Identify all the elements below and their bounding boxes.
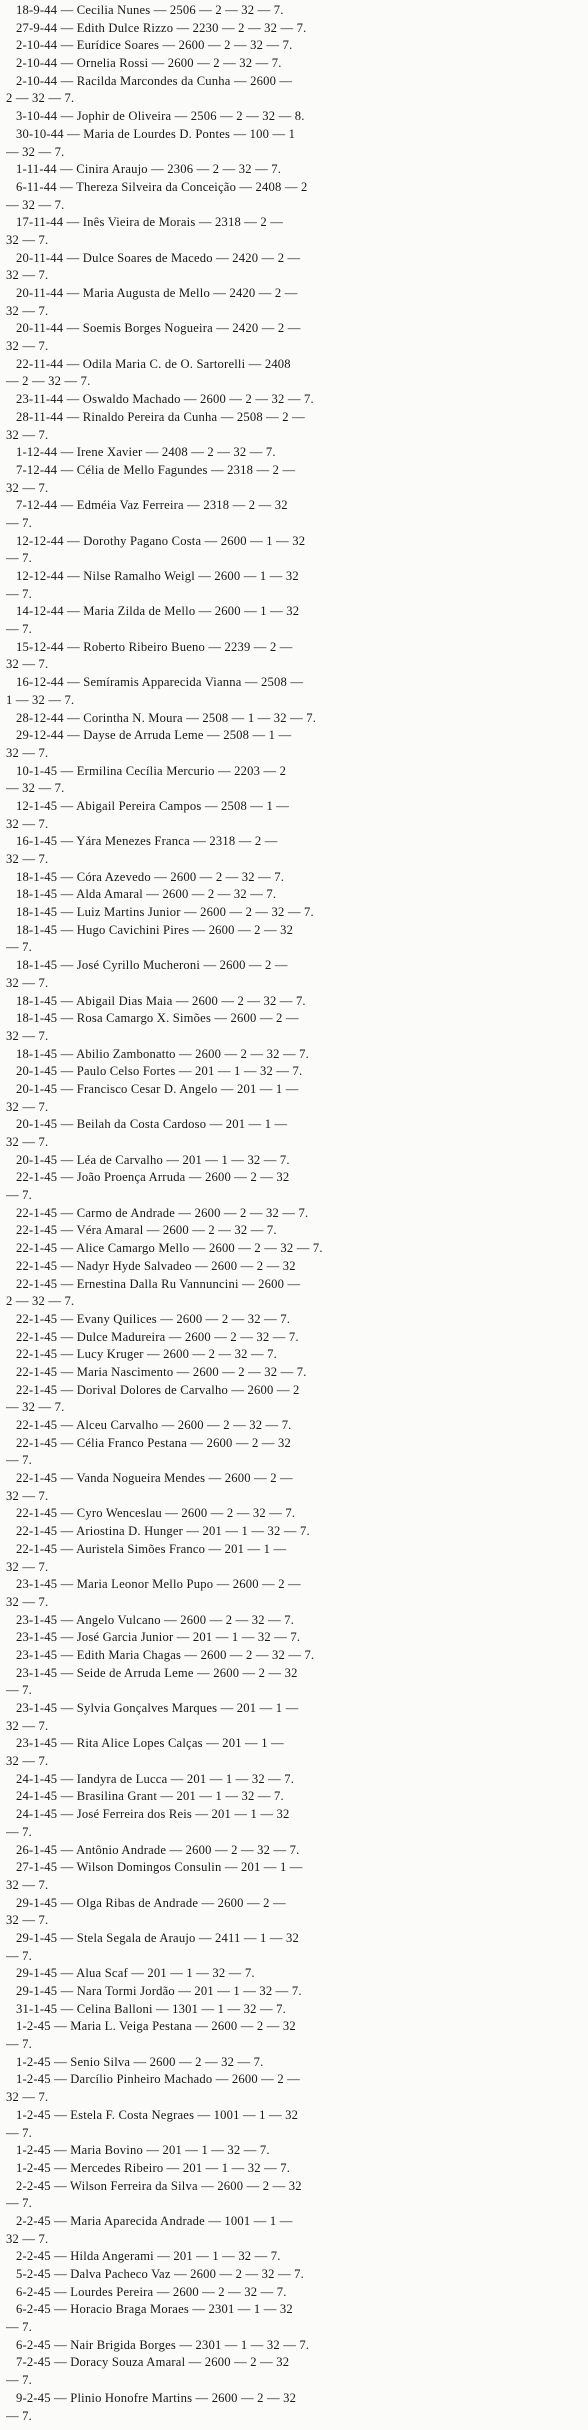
text-line: — 32 — 7. <box>6 198 65 212</box>
text-line: 6-2-45 — Lourdes Pereira — 2600 — 2 — 32 — 7. <box>16 2285 287 2299</box>
text-line: 29-1-45 — Nara Tormi Jordão — 201 — 1 — 32 — 7. <box>16 1985 302 1998</box>
text-line: 31-1-45 — Celina Balloni — 1301 — 1 — 32 — 7. <box>16 2002 286 2016</box>
text-line: 32 — 7. <box>6 1489 49 1503</box>
text-line: — 7. <box>6 623 32 637</box>
text-line: — 7. <box>6 1684 32 1698</box>
text-line: 29-1-45 — Olga Ribas de Andrade — 2600 — 2 — <box>16 1896 286 1910</box>
text-line: — 7. <box>6 587 32 601</box>
text-line: 2 — 32 — 7. <box>6 1295 75 1309</box>
text-line: 20-11-44 — Soemis Borges Nogueira — 2420 — 2 — <box>16 322 301 336</box>
text-line: 22-1-45 — Ariostina D. Hunger — 201 — 1 — 32 — 7. <box>16 1525 310 1539</box>
text-line: 22-1-45 — Maria Nascimento — 2600 — 2 — 32 — 7. <box>16 1365 307 1379</box>
text-line: 23-1-45 — Seide de Arruda Leme — 2600 — 2 — 32 <box>16 1666 298 1680</box>
text-line: 18-1-45 — José Cyrillo Mucheroni — 2600 — 2 — <box>16 959 288 973</box>
text-line: 2-10-44 — Eurídice Soares — 2600 — 2 — 32 — 7. <box>16 39 293 53</box>
text-line: 18-1-45 — Rosa Camargo X. Simões — 2600 — 2 — <box>16 1012 299 1026</box>
text-line: 17-11-44 — Inês Vieira de Morais — 2318 — 2 — <box>16 216 284 230</box>
text-line: 27-1-45 — Wilson Domingos Consulin — 201 — 1 — <box>16 1861 303 1875</box>
text-line: 29-1-45 — Stela Segala de Araujo — 2411 — 1 — 32 <box>16 1931 300 1945</box>
text-line: 32 — 7. <box>6 1878 49 1892</box>
text-line: 22-1-45 — Evany Quilices — 2600 — 2 — 32 — 7. <box>16 1312 291 1326</box>
text-line: 2-10-44 — Ornelia Rossi — 2600 — 2 — 32 — 7. <box>16 57 282 71</box>
text-line: 32 — 7. <box>6 340 49 354</box>
text-line: 32 — 7. <box>6 428 49 442</box>
text-line: — 7. <box>6 2409 32 2423</box>
text-line: 22-1-45 — Ernestina Dalla Ru Vannuncini — 2600 — <box>16 1277 301 1291</box>
text-line: 23-1-45 — Sylvia Gonçalves Marques — 201 — 1 — <box>16 1702 299 1715</box>
text-line: 32 — 7. <box>6 233 49 247</box>
text-line: — 7. <box>6 2321 32 2335</box>
text-line: 22-1-45 — João Proença Arruda — 2600 — 2 — 32 <box>16 1171 290 1185</box>
text-line: 27-9-44 — Edith Dulce Rizzo — 2230 — 2 — 32 — 7. <box>16 21 307 35</box>
text-line: 32 — 7. <box>6 481 49 495</box>
text-line: — 7. <box>6 2197 32 2211</box>
text-line: 22-1-45 — Cyro Wenceslau — 2600 — 2 — 32 — 7. <box>16 1507 296 1521</box>
text-line: 1-2-45 — Maria Bovino — 201 — 1 — 32 — 7. <box>16 2144 270 2158</box>
text-line: 22-1-45 — Nadyr Hyde Salvadeo — 2600 — 2 — 32 <box>16 1259 296 1273</box>
text-line: 22-1-45 — Dorival Dolores de Carvalho — 2600 — 2 <box>16 1383 300 1397</box>
text-line: 10-1-45 — Ermilina Cecília Mercurio — 2203 — 2 <box>16 764 287 778</box>
text-line: 32 — 7. <box>6 1100 49 1114</box>
text-line: 9-2-45 — Plinio Honofre Martins — 2600 — 2 — 32 <box>16 2391 297 2405</box>
text-line: 32 — 7. <box>6 1914 49 1928</box>
text-line: — 7. <box>6 516 32 530</box>
text-line: 1-11-44 — Cinira Araujo — 2306 — 2 — 32 — 7. <box>16 163 282 177</box>
text-line: 32 — 7. <box>6 1719 49 1733</box>
appointment-list <box>6 4 582 2424</box>
text-line: 7-12-44 — Edméia Vaz Ferreira — 2318 — 2 — 32 <box>16 499 288 513</box>
text-line: 2-2-45 — Hilda Angerami — 201 — 1 — 32 — 7. <box>16 2250 281 2264</box>
text-line: 32 — 7. <box>6 853 49 866</box>
text-line: 22-11-44 — Odila Maria C. de O. Sartorelli — 2408 <box>16 357 291 371</box>
text-line: — 7. <box>6 1189 32 1203</box>
text-line: — 7. <box>6 1949 32 1963</box>
text-line: 32 — 7. <box>6 2091 49 2105</box>
text-line: 29-1-45 — Alua Scaf — 201 — 1 — 32 — 7. <box>16 1967 255 1981</box>
text-line: 32 — 7. <box>6 1029 49 1043</box>
text-line: 1-2-45 — Senio Silva — 2600 — 2 — 32 — 7. <box>16 2055 264 2069</box>
text-line: — 7. <box>6 941 32 955</box>
text-line: 16-12-44 — Semíramis Apparecida Vianna — 2508 — <box>16 676 304 690</box>
text-line: 28-12-44 — Corintha N. Moura — 2508 — 1 — 32 — 7. <box>16 711 317 725</box>
text-line: — 7. <box>6 1825 32 1839</box>
text-line: 23-1-45 — José Garcia Junior — 201 — 1 — 32 — 7. <box>16 1631 301 1645</box>
text-line: 24-1-45 — Iandyra de Lucca — 201 — 1 — 32 — 7. <box>16 1772 295 1786</box>
text-line: 30-10-44 — Maria de Lourdes D. Pontes — 100 — 1 <box>16 127 296 141</box>
text-line: 18-1-45 — Abilio Zambonatto — 2600 — 2 — 32 — 7. <box>16 1047 309 1061</box>
text-line: 5-2-45 — Dalva Pacheco Vaz — 2600 — 2 — 32 — 7. <box>16 2268 304 2281</box>
text-line: 20-11-44 — Maria Augusta de Mello — 2420 — 2 — <box>16 287 298 300</box>
text-line: 7-12-44 — Célia de Mello Fagundes — 2318 — 2 — <box>16 463 296 477</box>
text-line: 6-11-44 — Thereza Silveira da Conceição — 2408 — 2 <box>16 180 308 194</box>
text-line: — 7. <box>6 2038 32 2052</box>
text-line: 22-1-45 — Carmo de Andrade — 2600 — 2 — 32 — 7. <box>16 1206 309 1220</box>
text-line: 14-12-44 — Maria Zilda de Mello — 2600 — 1 — 32 <box>16 605 300 619</box>
text-line: 32 — 7. <box>6 304 49 318</box>
text-line: 18-9-44 — Cecilia Nunes — 2506 — 2 — 32 — 7. <box>16 4 284 17</box>
text-line: 22-1-45 — Alceu Carvalho — 2600 — 2 — 32 — 7. <box>16 1419 292 1432</box>
text-line: 18-1-45 — Hugo Cavichini Pires — 2600 — 2 — 32 <box>16 923 294 937</box>
text-line: 23-1-45 — Angelo Vulcano — 2600 — 2 — 32 — 7. <box>16 1613 295 1627</box>
text-line: 18-1-45 — Luiz Martins Junior — 2600 — 2 — 32 — 7. <box>16 906 314 920</box>
text-line: 20-11-44 — Dulce Soares de Macedo — 2420 — 2 — <box>16 251 301 265</box>
text-line: 32 — 7. <box>6 2232 49 2246</box>
text-line: 32 — 7. <box>6 1560 49 1574</box>
text-line: 2-2-45 — Maria Aparecida Andrade — 1001 — 1 — <box>16 2214 293 2228</box>
text-line: 16-1-45 — Yára Menezes Franca — 2318 — 2 — <box>16 835 278 849</box>
text-line: 2 — 32 — 7. <box>6 92 75 106</box>
text-line: 1-2-45 — Estela F. Costa Negraes — 1001 — 1 — 32 <box>16 2108 299 2122</box>
text-line: 20-1-45 — Francisco Cesar D. Angelo — 201 — 1 — <box>16 1082 299 1096</box>
text-line: 32 — 7. <box>6 746 49 760</box>
text-line: 24-1-45 — José Ferreira dos Reis — 201 — 1 — 32 <box>16 1808 290 1822</box>
text-line: 18-1-45 — Córa Azevedo — 2600 — 2 — 32 — 7. <box>16 870 285 884</box>
text-line: 26-1-45 — Antônio Andrade — 2600 — 2 — 32 — 7. <box>16 1843 300 1857</box>
text-line: 20-1-45 — Léa de Carvalho — 201 — 1 — 32 — 7. <box>16 1153 290 1167</box>
text-line: — 32 — 7. <box>6 782 65 796</box>
text-line: — 32 — 7. <box>6 145 65 159</box>
text-line: 1-2-45 — Maria L. Veiga Pestana — 2600 — 2 — 32 <box>16 2020 296 2034</box>
text-line: — 32 — 7. <box>6 1401 65 1415</box>
text-line: 28-11-44 — Rinaldo Pereira da Cunha — 2508 — 2 — <box>16 410 305 424</box>
text-line: 32 — 7. <box>6 269 49 283</box>
text-line: 22-1-45 — Alice Camargo Mello — 2600 — 2 — 32 — 7. <box>16 1242 323 1256</box>
text-line: 20-1-45 — Paulo Celso Fortes — 201 — 1 — 32 — 7. <box>16 1065 303 1079</box>
text-line: 6-2-45 — Horacio Braga Moraes — 2301 — 1 — 32 <box>16 2303 293 2317</box>
text-line: — 7. <box>6 2126 32 2140</box>
text-line: 15-12-44 — Roberto Ribeiro Bueno — 2239 — 2 — <box>16 640 293 654</box>
text-line: 32 — 7. <box>6 658 49 672</box>
text-line: 32 — 7. <box>6 1755 49 1769</box>
text-line: 12-1-45 — Abigail Pereira Campos — 2508 — 1 — <box>16 799 290 813</box>
text-line: 23-11-44 — Oswaldo Machado — 2600 — 2 — 32 — 7. <box>16 393 314 407</box>
text-line: 22-1-45 — Vanda Nogueira Mendes — 2600 — 2 — <box>16 1472 293 1486</box>
text-line: 6-2-45 — Nair Brigida Borges — 2301 — 1 — 32 — 7. <box>16 2338 310 2352</box>
text-line: 18-1-45 — Abigail Dias Maia — 2600 — 2 — 32 — 7. <box>16 994 306 1008</box>
text-line: 23-1-45 — Edith Maria Chagas — 2600 — 2 — 32 — 7. <box>16 1648 315 1662</box>
text-line: 23-1-45 — Maria Leonor Mello Pupo — 2600 — 2 — <box>16 1578 301 1592</box>
text-line: 3-10-44 — Jophir de Oliveira — 2506 — 2 — 32 — 8. <box>16 110 305 124</box>
text-line: 22-1-45 — Auristela Simões Franco — 201 — 1 — <box>16 1542 287 1556</box>
text-line: 1 — 32 — 7. <box>6 693 75 707</box>
text-line: 18-1-45 — Alda Amaral — 2600 — 2 — 32 — 7. <box>16 888 277 902</box>
text-line: 12-12-44 — Dorothy Pagano Costa — 2600 — 1 — 32 <box>16 534 306 548</box>
text-line: — 2 — 32 — 7. <box>6 375 91 389</box>
text-line: 12-12-44 — Nilse Ramalho Weigl — 2600 — 1 — 32 <box>16 570 299 583</box>
text-line: 23-1-45 — Rita Alice Lopes Calças — 201 — 1 — <box>16 1737 284 1751</box>
text-line: 1-2-45 — Darcílio Pinheiro Machado — 2600 — 2 — <box>16 2073 300 2087</box>
text-line: 22-1-45 — Véra Amaral — 2600 — 2 — 32 — 7. <box>16 1224 277 1238</box>
text-line: — 7. <box>6 2374 32 2388</box>
text-line: 20-1-45 — Beilah da Costa Cardoso — 201 — 1 — <box>16 1118 288 1132</box>
text-line: — 7. <box>6 1454 32 1468</box>
text-line: 24-1-45 — Brasilina Grant — 201 — 1 — 32 — 7. <box>16 1790 284 1804</box>
text-line: 1-12-44 — Irene Xavier — 2408 — 2 — 32 — 7. <box>16 446 276 460</box>
text-line: 29-12-44 — Dayse de Arruda Leme — 2508 — 1 — <box>16 729 292 743</box>
text-line: 7-2-45 — Doracy Souza Amaral — 2600 — 2 — 32 <box>16 2356 290 2370</box>
text-line: 32 — 7. <box>6 976 49 990</box>
text-line: 1-2-45 — Mercedes Ribeiro — 201 — 1 — 32 — 7. <box>16 2161 291 2175</box>
text-line: 32 — 7. <box>6 1136 49 1149</box>
text-line: 2-10-44 — Racilda Marcondes da Cunha — 2600 — <box>16 74 293 88</box>
text-line: 22-1-45 — Célia Franco Pestana — 2600 — 2 — 32 <box>16 1436 292 1450</box>
text-line: 2-2-45 — Wilson Ferreira da Silva — 2600 — 2 — 32 <box>16 2179 302 2193</box>
text-line: 32 — 7. <box>6 1595 49 1609</box>
text-line: 22-1-45 — Lucy Kruger — 2600 — 2 — 32 — 7. <box>16 1348 277 1362</box>
text-line: 22-1-45 — Dulce Madureira — 2600 — 2 — 32 — 7. <box>16 1330 299 1344</box>
text-line: 32 — 7. <box>6 817 49 831</box>
text-line: — 7. <box>6 552 32 566</box>
